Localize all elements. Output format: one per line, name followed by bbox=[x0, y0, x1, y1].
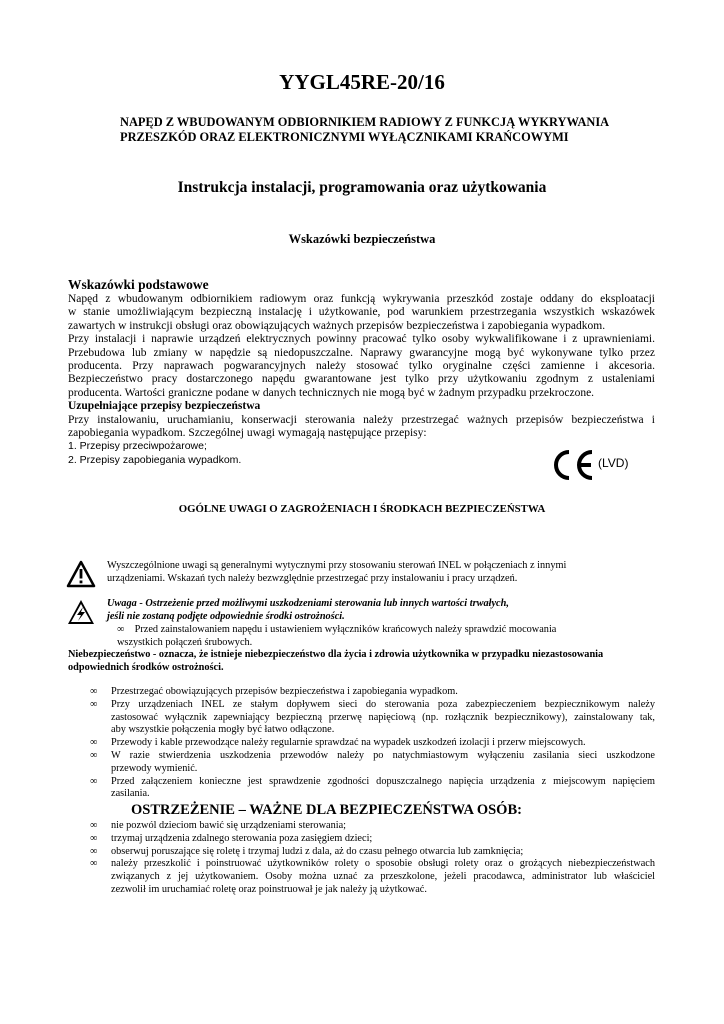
text-line: Przewody i kable przewodzące należy regularnie sprawdzać na wypadek uszkodzeń izolacji i przerw miejscowych. bbox=[111, 737, 586, 749]
text-line: Przy instalacji i naprawie urządzeń elektrycznych powinny pracować tylko osoby wykwalifikowane i z uprawnieniami. bbox=[68, 333, 655, 346]
supplementary-heading: Uzupełniające przepisy bezpieczeństwa bbox=[68, 400, 261, 413]
caution-note bbox=[107, 598, 667, 624]
text-line: W razie stwierdzenia uszkodzenia przewodów należy po natychmiastowym wyłączeniu zasilania sieci uszkodzone bbox=[111, 749, 655, 761]
text-line: należy przeszkolić i poinstruować użytkowników rolety o sposobie obsługi rolety oraz o grożących niebezpieczeństwach bbox=[111, 858, 655, 870]
text-line: Uwaga - Ostrzeżenie przed możliwymi uszkodzeniami sterowania lub innych wartości trwałych, bbox=[107, 598, 509, 609]
list-item bbox=[90, 737, 655, 750]
regulation-item: 1. Przepisy przeciwpożarowe; bbox=[68, 440, 207, 453]
subtitle-line: PRZESZKÓD ORAZ ELEKTRONICZNYMI WYŁĄCZNIKAMI KRAŃCOWYMI bbox=[120, 130, 569, 144]
list-item bbox=[90, 820, 655, 833]
subtitle-line: NAPĘD Z WBUDOWANYM ODBIORNIKIEM RADIOWY Z FUNKCJĄ WYKRYWANIA bbox=[120, 115, 610, 129]
text-line: zastosować wyłącznik zapewniający bezpieczną przerwę napięciową (np. rozłącznik bezpiecznikowy), zainstalowany tak, bbox=[111, 711, 655, 723]
text-line: Wyszczególnione uwagi są generalnymi wytycznymi przy stosowaniu sterowań INEL w połączeniach z innymi bbox=[107, 560, 567, 571]
text-line: jeśli nie zostaną podjęte odpowiednie środki ostrożności. bbox=[107, 610, 345, 622]
electric-hazard-icon bbox=[66, 598, 96, 631]
text-fragment: Przed zainstalowaniem napędu i ustawieniem wyłączników krańcowych należy sprawdzić mocowania bbox=[134, 624, 557, 635]
list-item bbox=[90, 846, 655, 859]
text-line: Przed załączeniem konieczne jest sprawdzenie zgodności dopuszczalnego napięcia urządzenia z miejscowym napięciem bbox=[111, 775, 655, 787]
bullet-symbol: ∞ bbox=[90, 820, 98, 831]
bullet-symbol: ∞ bbox=[90, 698, 98, 710]
danger-note bbox=[68, 649, 668, 675]
text-line: wszystkich połączeń śrubowych. bbox=[117, 636, 253, 648]
text-line: trzymaj urządzenia zdalnego sterowania poza zasięgiem dzieci; bbox=[111, 832, 373, 844]
ce-mark-icon bbox=[552, 449, 596, 486]
text-line: Niebezpieczeństwo - oznacza, że istnieje niebezpieczeństwo dla życia i zdrowia użytkownika w przypadku niezastosowania bbox=[68, 649, 604, 660]
text-line: nie pozwól dzieciom bawić się urządzeniami sterowania; bbox=[111, 820, 347, 831]
mounting-note bbox=[117, 624, 677, 650]
text-line: zawartych w instrukcji obsługi oraz obowiązujących ważnych przepisów bezpieczeństwa i zapobiegania wypadkom. bbox=[68, 319, 606, 332]
warning-triangle-icon bbox=[66, 560, 96, 593]
safety-bullet-list bbox=[90, 686, 655, 801]
text-line: producenta. Przy naprawach pogwarancyjnych należy stosować tylko oryginalne części zamienne i akcesoria. bbox=[68, 360, 655, 373]
bullet-symbol: ∞ bbox=[90, 749, 98, 761]
lvd-label: (LVD) bbox=[598, 456, 629, 470]
text-line: producenta. Wartości graniczne podane w danych technicznych nie mogą być w żadnym przypadku przekroczone. bbox=[68, 386, 595, 399]
document-title: YYGL45RE-20/16 bbox=[279, 70, 445, 94]
persons-safety-list bbox=[90, 820, 655, 897]
bullet-symbol: ∞ bbox=[90, 832, 98, 844]
text-line: Przy urządzeniach INEL ze stałym dopływem sieci do sterowania poza zabezpieczeniem bezpiecznikowym należy bbox=[111, 698, 655, 710]
text-line: Przebudowa lub zmiany w napędzie są niedopuszczalne. Naprawy gwarancyjne mogą być wykonywane tylko przez bbox=[68, 346, 655, 359]
section-title: OGÓLNE UWAGI O ZAGROŻENIACH I ŚRODKACH BEZPIECZEŃSTWA bbox=[178, 503, 546, 515]
text-line: Przy instalowaniu, uruchamianiu, konserwacji sterowania należy przestrzegać ważnych przepisów bezpieczeństwa i bbox=[68, 413, 655, 426]
text-line: w stanie umożliwiającym bezpieczną instalację i użytkowanie, pod warunkiem przestrzegania wszystkich wskazówek bbox=[68, 306, 655, 319]
text-line: zasilania. bbox=[111, 788, 150, 800]
text-line: urządzeniami. Wskazań tych należy bezwzględnie przestrzegać przy instalowaniu i pracy urządzeń. bbox=[107, 572, 518, 584]
bullet-symbol: ∞ bbox=[90, 686, 98, 697]
text-line: Bezpieczeństwo pracy dostarczonego napędu gwarantowane jest tylko przy użytkowaniu zgodnym z ustaleniami bbox=[68, 373, 655, 386]
safety-heading: Wskazówki bezpieczeństwa bbox=[288, 232, 436, 246]
persons-safety-heading: OSTRZEŻENIE – WAŻNE DLA BEZPIECZEŃSTWA OSÓB: bbox=[131, 802, 522, 818]
text-line: zapobiegania wypadkom. Szczególnej uwagi wymagają następujące przepisy: bbox=[68, 427, 427, 440]
list-item bbox=[90, 858, 655, 896]
text-line: odpowiednich środków ostrożności. bbox=[68, 661, 224, 673]
text-line bbox=[117, 624, 677, 637]
list-item bbox=[90, 699, 655, 737]
regulation-item: 2. Przepisy zapobiegania wypadkom. bbox=[68, 453, 242, 466]
general-note bbox=[107, 560, 667, 586]
bullet-symbol: ∞ bbox=[90, 845, 98, 857]
text-line: obserwuj poruszające się roletę i trzymaj ludzi z dala, aż do czasu pełnego otwarcia lub zamknięcia; bbox=[111, 845, 524, 857]
instructions-heading: Instrukcja instalacji, programowania oraz użytkowania bbox=[177, 179, 547, 196]
list-item bbox=[90, 833, 655, 846]
text-line: Przestrzegać obowiązujących przepisów bezpieczeństwa i zapobiegania wypadkom. bbox=[111, 686, 458, 697]
list-item bbox=[90, 776, 655, 802]
basic-guidelines-heading: Wskazówki podstawowe bbox=[68, 277, 209, 292]
text-line: zezwolił im uruchamiać roletę oraz poinstruował je jak należy ją użytkować. bbox=[111, 883, 427, 895]
bullet-symbol: ∞ bbox=[90, 858, 98, 870]
product-subtitle bbox=[120, 115, 680, 145]
text-line: przewody wymienić. bbox=[111, 762, 198, 774]
bullet-symbol: ∞ bbox=[117, 624, 125, 635]
bullet-symbol: ∞ bbox=[90, 775, 98, 787]
text-line: aby wszystkie połączenia mogły być łatwo odłączone. bbox=[111, 724, 335, 736]
bullet-symbol: ∞ bbox=[90, 737, 98, 749]
list-item bbox=[90, 750, 655, 776]
text-line: związanych z jej użytkowaniem. Osoby można uznać za przeszkolone, jeżeli pracodawca, administrator lub właściciel bbox=[111, 871, 655, 883]
text-line: Napęd z wbudowanym odbiornikiem radiowym oraz funkcją wykrywania przeszkód zostaje oddany do eksploatacji bbox=[68, 293, 655, 305]
list-item bbox=[90, 686, 655, 699]
basic-guidelines-body bbox=[68, 293, 655, 467]
